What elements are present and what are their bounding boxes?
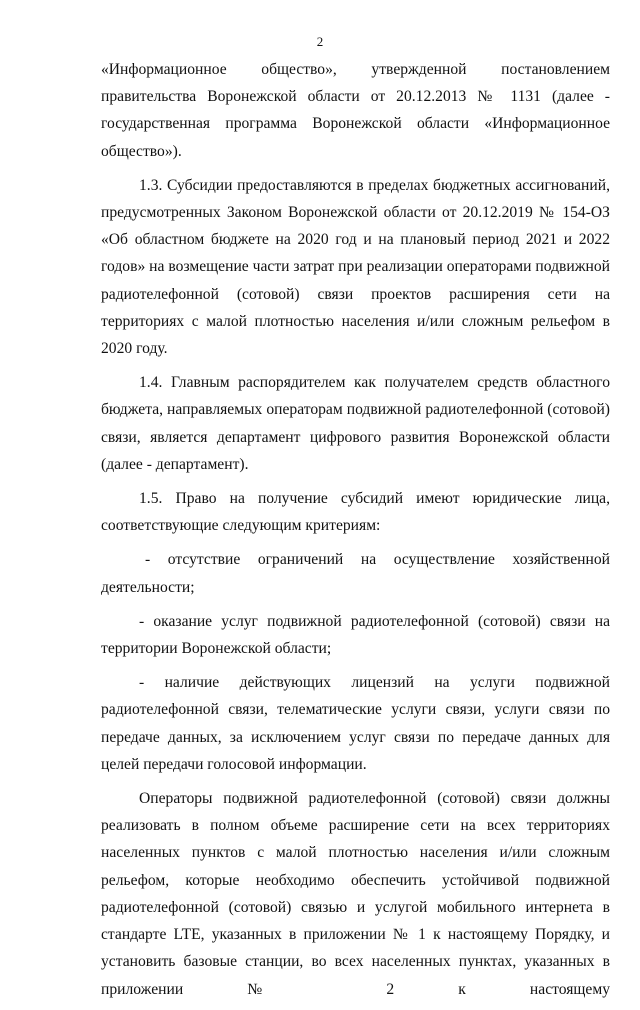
document-body bbox=[101, 56, 610, 1010]
criterion-no-restrictions: - отсутствие ограничений на осуществление хозяйственной деятельности; bbox=[101, 551, 610, 596]
paragraph-1-3: 1.3. Субсидии предоставляются в пределах бюджетных ассигнований, предусмотренных Законом Воронежской области от 20.12.2019 № 154-ОЗ «Об областном бюджете на 2020 год и на плановый период 2021 и 2022 годов» на возмещение части затрат при реализации операторами подвижной радиотелефонной (сотовой) связи проектов расширения сети на территориях с малой плотностью населения и/или сложным рельефом в 2020 году. bbox=[101, 176, 610, 358]
criterion-licenses: - наличие действующих лицензий на услуги подвижной радиотелефонной связи, телематические услуги связи, услуги связи по передаче данных, за исключением услуг связи по передаче данных для целей передачи голосовой информации. bbox=[101, 674, 610, 773]
page-number: 2 bbox=[316, 34, 324, 49]
criterion-services-in-region: - оказание услуг подвижной радиотелефонной (сотовой) связи на территории Воронежской области; bbox=[101, 612, 610, 658]
paragraph-operators-obligations: Операторы подвижной радиотелефонной (сотовой) связи должны реализовать в полном объеме расширение сети на всех территориях населенных пунктов с малой плотностью населения и/или сложным рельефом, которые необходимо обеспечить устойчивой подвижной радиотелефонной (сотовой) связью и услугой мобильного интернета в стандарте LTE, указанных в приложении № 1 к настоящему Порядку, и установить базовые станции, во всех населенных пунктах, указанных в приложении № 2 к настоящему bbox=[101, 790, 610, 998]
paragraph-program-reference: «Информационное общество», утвержденной постановлением правительства Воронежской области от 20.12.2013 № 1131 (далее - государственная программа Воронежской области «Информационное общество»). bbox=[101, 61, 610, 160]
paragraph-1-4: 1.4. Главным распорядителем как получателем средств областного бюджета, направляемых операторам подвижной радиотелефонной (сотовой) связи, является департамент цифрового развития Воронежской области (далее - департамент). bbox=[101, 374, 610, 473]
paragraph-1-5: 1.5. Право на получение субсидий имеют юридические лица, соответствующие следующим критериям: bbox=[101, 490, 610, 535]
